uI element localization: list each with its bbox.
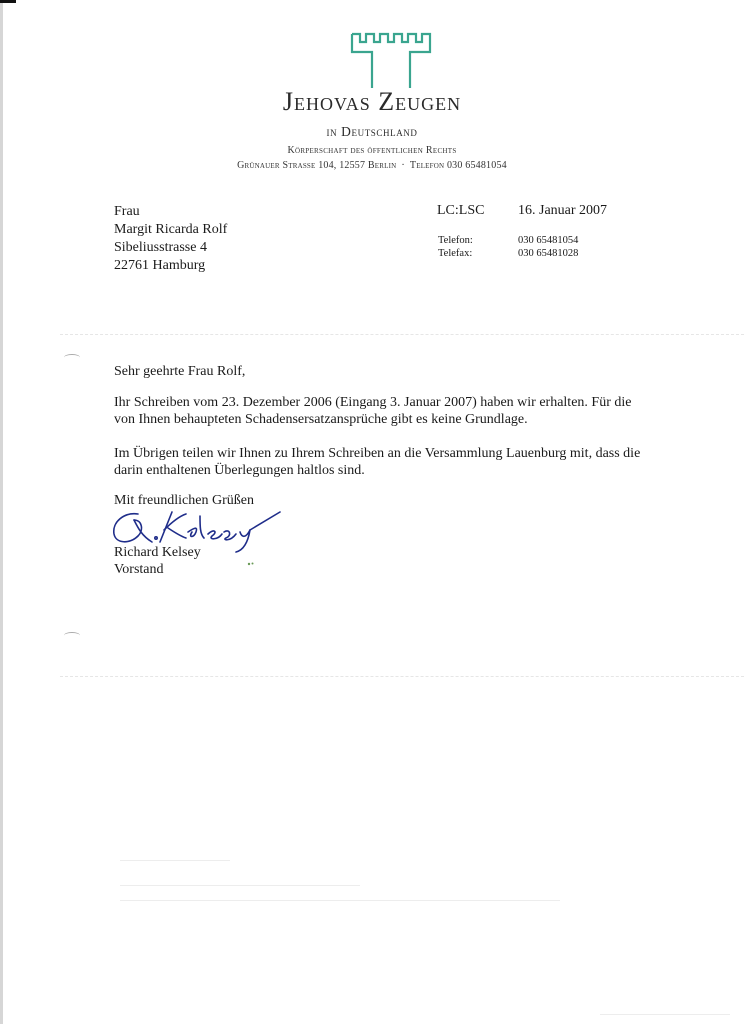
fold-line-middle [60, 676, 744, 677]
punch-mark-top [64, 354, 80, 361]
contact-block [438, 234, 578, 260]
organization-legal-status: Körperschaft des öffentlichen Rechts [287, 145, 457, 156]
letter-date: 16. Januar 2007 [518, 203, 608, 218]
organization-name: Jehovas Zeugen [282, 87, 462, 116]
telefax-label: Telefax: [438, 248, 473, 259]
tower-logo-icon [348, 30, 434, 92]
organization-address [0, 160, 744, 171]
reference-code: LC:LSC [437, 203, 485, 218]
telefon-value: 030 65481054 [518, 235, 579, 246]
organization-subtitle: in Deutschland [326, 124, 418, 139]
telefax-value: 030 65481028 [518, 248, 579, 259]
punch-mark-middle [64, 632, 80, 639]
recipient-street: Sibeliusstrasse 4 [114, 240, 207, 255]
signer-block [114, 544, 201, 578]
address-separator: · [401, 160, 405, 171]
show-through-line [600, 1014, 730, 1015]
show-through-line [120, 860, 230, 861]
contact-telefon-row [438, 234, 578, 247]
contact-telefax-row [438, 247, 578, 260]
address-phone: Telefon 030 65481054 [409, 160, 507, 171]
ink-speck-icon [247, 561, 255, 567]
telefon-label: Telefon: [438, 235, 473, 246]
paragraph-2-line-2: darin enthaltenen Überlegungen haltlos sind. [114, 463, 365, 478]
paragraph-1-line-1: Ihr Schreiben vom 23. Dezember 2006 (Eingang 3. Januar 2007) haben wir erhalten. Für die [114, 395, 632, 410]
paragraph-1-line-2: von Ihnen behaupteten Schadensersatzansprüche gibt es keine Grundlage. [114, 412, 528, 427]
show-through-line [120, 885, 360, 886]
recipient-address [114, 203, 227, 275]
recipient-city: 22761 Hamburg [114, 258, 206, 273]
paragraph-2 [114, 445, 674, 479]
paragraph-1 [114, 394, 674, 428]
address-street: Grünauer Strasse 104, 12557 Berlin [237, 160, 397, 171]
closing-greeting: Mit freundlichen Grüßen [114, 493, 254, 508]
paragraph-2-line-1: Im Übrigen teilen wir Ihnen zu Ihrem Schreiben an die Versammlung Lauenburg mit, dass die [114, 446, 641, 461]
salutation: Sehr geehrte Frau Rolf, [114, 364, 246, 379]
signer-title: Vorstand [114, 562, 164, 577]
recipient-title: Frau [114, 204, 140, 219]
signer-name: Richard Kelsey [114, 545, 201, 560]
scan-corner-mark [0, 0, 16, 3]
recipient-name: Margit Ricarda Rolf [114, 222, 228, 237]
fold-line-top [60, 334, 744, 335]
show-through-line [120, 900, 560, 901]
